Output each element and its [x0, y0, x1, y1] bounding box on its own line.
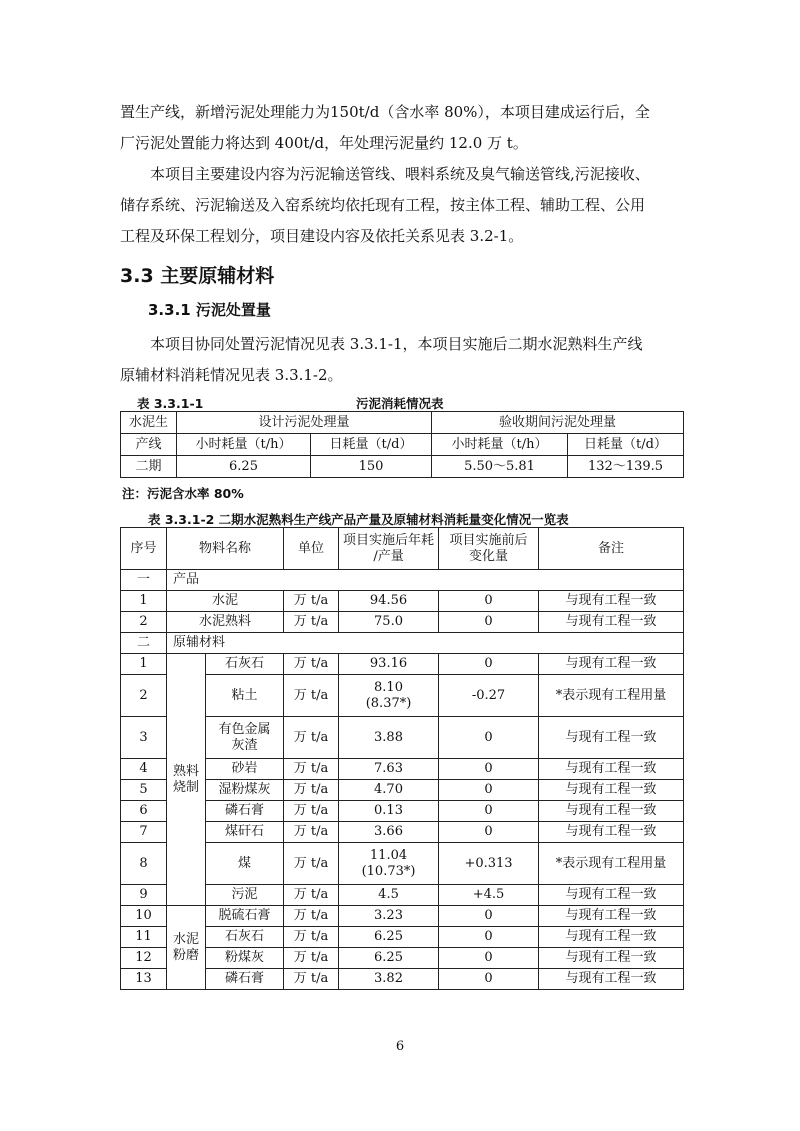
- table-row: 1 熟料 烧制 石灰石 万 t/a 93.16 0 与现有工程一致: [121, 654, 684, 675]
- table-row: 2 水泥熟料 万 t/a 75.0 0 与现有工程一致: [121, 612, 684, 633]
- section-row: 一 产品: [121, 570, 684, 591]
- table-row: 11 石灰石 万 t/a 6.25 0 与现有工程一致: [121, 927, 684, 948]
- header-line: 水泥生: [121, 412, 177, 434]
- subsection-heading: 3.3.1 污泥处置量: [148, 301, 271, 319]
- sludge-consumption-table: [120, 411, 684, 478]
- subheader: 小时耗量（t/h）: [177, 434, 311, 456]
- group-label: 熟料 烧制: [167, 654, 206, 906]
- table-row: 3 有色金属 灰渣 万 t/a 3.88 0 与现有工程一致: [121, 717, 684, 759]
- header-line-2: 产线: [121, 434, 177, 456]
- table-row: 二期 6.25 150 5.50～5.81 132～139.5: [121, 456, 684, 478]
- table1-note: 注：污泥含水率 80%: [122, 486, 244, 501]
- table-row: 1 水泥 万 t/a 94.56 0 与现有工程一致: [121, 591, 684, 612]
- table1-caption-number: 表 3.3.1-1: [137, 396, 204, 411]
- header-remark: 备注: [539, 528, 684, 570]
- group-label: 水泥 粉磨: [167, 906, 206, 990]
- table2-caption: 表 3.3.1-2 二期水泥熟料生产线产品产量及原辅材料消耗量变化情况一览表: [148, 512, 569, 527]
- section-heading: 3.3 主要原辅材料: [120, 265, 275, 287]
- section-row: 二 原辅材料: [121, 633, 684, 654]
- table-row: 5 湿粉煤灰 万 t/a 4.70 0 与现有工程一致: [121, 780, 684, 801]
- subheader: 日耗量（t/d）: [311, 434, 432, 456]
- table-row: 4 砂岩 万 t/a 7.63 0 与现有工程一致: [121, 759, 684, 780]
- header-after: 项目实施后年耗 /产量: [339, 528, 439, 570]
- page-number: 6: [395, 1039, 405, 1054]
- paragraph-1: 置生产线，新增污泥处理能力为150t/d（含水率 80%），本项目建成运行后，全 厂污泥处置能力将达到 400t/d，年处理污泥量约 12.0 万 t。: [120, 103, 650, 152]
- table-row: 12 粉煤灰 万 t/a 6.25 0 与现有工程一致: [121, 948, 684, 969]
- header-acceptance: 验收期间污泥处理量: [432, 412, 684, 434]
- table-row: 10 水泥 粉磨 脱硫石膏 万 t/a 3.23 0 与现有工程一致: [121, 906, 684, 927]
- table1-caption-title: 污泥消耗情况表: [356, 396, 444, 411]
- materials-table: [120, 527, 684, 990]
- subheader: 小时耗量（t/h）: [432, 434, 568, 456]
- subheader: 日耗量（t/d）: [568, 434, 684, 456]
- header-seq: 序号: [121, 528, 167, 570]
- table-row: 2 粘土 万 t/a 8.10 (8.37*) -0.27 *表示现有工程用量: [121, 675, 684, 717]
- header-name: 物料名称: [167, 528, 284, 570]
- paragraph-3: 本项目协同处置污泥情况见表 3.3.1-1，本项目实施后二期水泥熟料生产线 原辅材料消耗情况见表 3.3.1-2。: [120, 335, 643, 384]
- table-row: 7 煤矸石 万 t/a 3.66 0 与现有工程一致: [121, 822, 684, 843]
- table-row: 6 磷石膏 万 t/a 0.13 0 与现有工程一致: [121, 801, 684, 822]
- table-row: 8 煤 万 t/a 11.04 (10.73*) +0.313 *表示现有工程用量: [121, 843, 684, 885]
- header-change: 项目实施前后 变化量: [439, 528, 539, 570]
- table-row: 13 磷石膏 万 t/a 3.82 0 与现有工程一致: [121, 969, 684, 990]
- paragraph-2: 本项目主要建设内容为污泥输送管线、喂料系统及臭气输送管线,污泥接收、 储存系统、污泥输送及入窑系统均依托现有工程，按主体工程、辅助工程、公用 工程及环保工程划分，项目建设内容及依托关系见表 3.2-1。: [120, 165, 650, 245]
- header-design: 设计污泥处理量: [177, 412, 432, 434]
- header-unit: 单位: [284, 528, 339, 570]
- table-row: 9 污泥 万 t/a 4.5 +4.5 与现有工程一致: [121, 885, 684, 906]
